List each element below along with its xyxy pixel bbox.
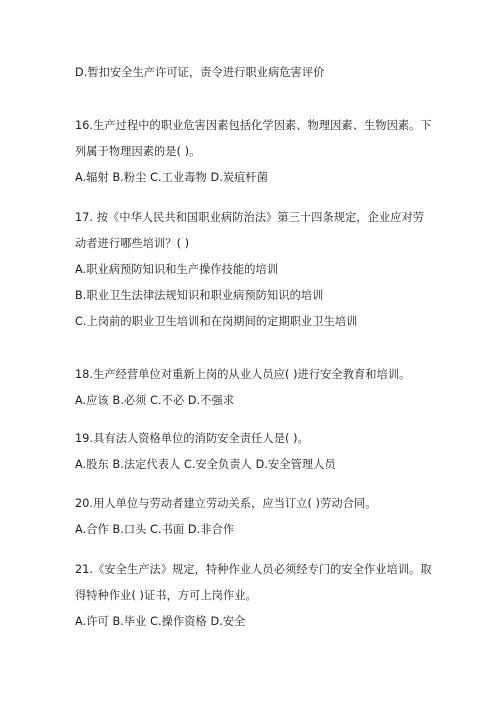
- q17-question-line1: 17. 按《中华人民共和国职业病防治法》第三十四条规定，企业应对劳: [75, 211, 425, 224]
- q20-options: A.合作 B.口头 C.书面 D.非合作: [75, 523, 235, 536]
- q21-question-line1: 21.《安全生产法》规定，特种作业人员必须经专门的安全作业培训。取: [75, 563, 432, 576]
- q19-question: 19.具有法人资格单位的消防安全责任人是( )。: [75, 432, 309, 445]
- q17-option-c: C.上岗前的职业卫生培训和在岗期间的定期职业卫生培训: [75, 315, 358, 328]
- q17-option-a: A.职业病预防知识和生产操作技能的培训: [75, 263, 279, 276]
- q20-question: 20.用人单位与劳动者建立劳动关系，应当订立( )劳动合同。: [75, 497, 377, 510]
- q21-options: A.许可 B.毕业 C.操作资格 D.安全: [75, 615, 246, 628]
- q16-question-line2: 列属于物理因素的是( )。: [75, 145, 201, 158]
- q16-options: A.辐射 B.粉尘 C.工业毒物 D.炭疽杆菌: [75, 171, 269, 184]
- q16-question-line1: 16.生产过程中的职业危害因素包括化学因素、物理因素、生物因素。下: [75, 119, 432, 132]
- q15-option-d: D.暂扣安全生产许可证，责令进行职业病危害评价: [75, 66, 325, 79]
- q18-options: A.应该 B.必须 C.不必 D.不强求: [75, 394, 235, 407]
- q17-option-b: B.职业卫生法律法规知识和职业病预防知识的培训: [75, 289, 324, 302]
- q21-question-line2: 得特种作业( )证书，方可上岗作业。: [75, 589, 257, 602]
- q19-options: A.股东 B.法定代表人 C.安全负责人 D.安全管理人员: [75, 458, 336, 471]
- q18-question: 18.生产经营单位对重新上岗的从业人员应( )进行安全教育和培训。: [75, 368, 411, 381]
- q17-question-line2: 动者进行哪些培训？( ): [75, 237, 190, 250]
